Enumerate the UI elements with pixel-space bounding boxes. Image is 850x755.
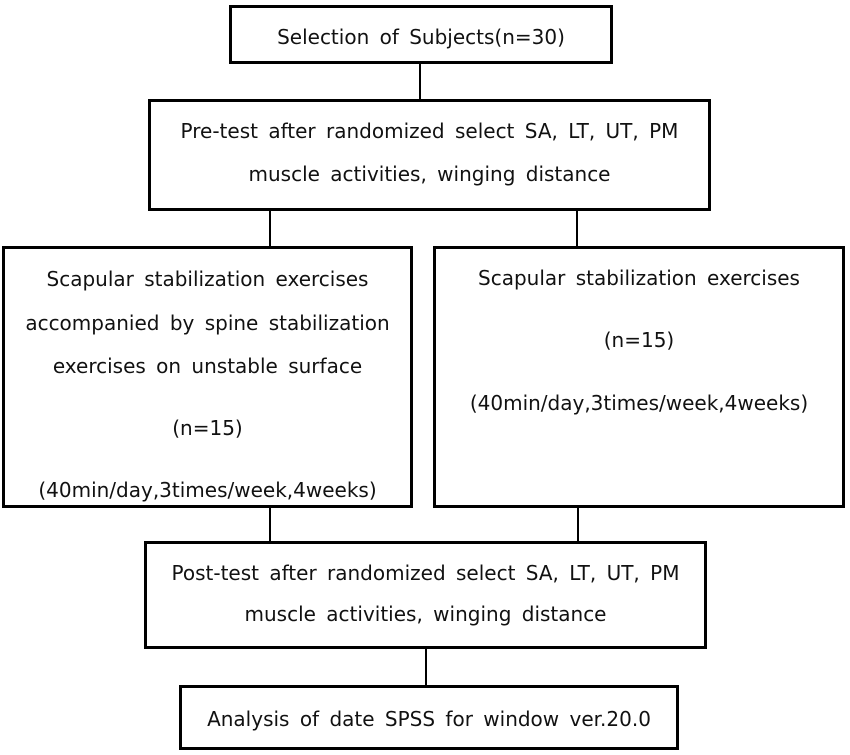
analysis-box	[179, 685, 679, 750]
connector-right-posttest	[577, 506, 579, 542]
left-group-line1: Scapular stabilization exercises	[46, 267, 369, 291]
right-group-n: (n=15)	[603, 328, 675, 352]
left-group-line2: accompanied by spine stabilization	[25, 311, 390, 335]
analysis-text: Analysis of date SPSS for window ver.20.0	[207, 707, 651, 731]
pretest-line1: Pre-test after randomized select SA, LT, UT, PM	[180, 119, 679, 143]
connector-posttest-analysis	[425, 648, 427, 686]
right-group-line1: Scapular stabilization exercises	[478, 266, 800, 290]
posttest-line2: muscle activities, winging distance	[244, 602, 607, 626]
left-group-box	[2, 246, 413, 508]
posttest-line1: Post-test after randomized select SA, LT, UT, PM	[171, 561, 680, 585]
left-group-n: (n=15)	[172, 416, 243, 440]
left-group-line3: exercises on unstable surface	[52, 354, 363, 378]
selection-text: Selection of Subjects(n=30)	[277, 25, 565, 49]
connector-pretest-left	[269, 209, 271, 247]
right-group-schedule: (40min/day,3times/week,4weeks)	[469, 391, 809, 415]
pretest-line2: muscle activities, winging distance	[248, 162, 611, 186]
connector-pretest-right	[576, 209, 578, 247]
connector-left-posttest	[269, 506, 271, 542]
connector-selection-pretest	[419, 62, 421, 100]
left-group-schedule: (40min/day,3times/week,4weeks)	[38, 478, 377, 502]
posttest-box	[144, 541, 707, 649]
pretest-box	[148, 99, 711, 211]
right-group-box	[433, 246, 845, 508]
selection-box	[229, 5, 613, 64]
